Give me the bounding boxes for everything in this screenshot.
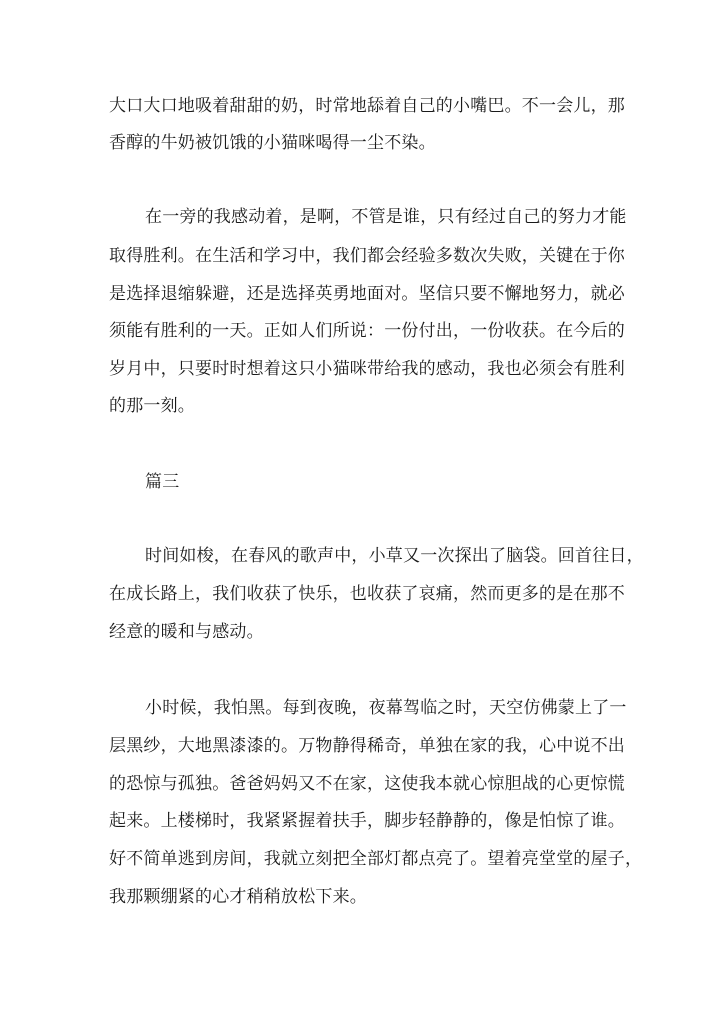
paragraph-2-line-2: 取得胜利。在生活和学习中，我们都会经验多数次失败，关键在于你 (109, 246, 625, 266)
paragraph-3-line-1: 时间如梭，在春风的歌声中，小草又一次探出了脑袋。回首往日， (145, 546, 644, 566)
paragraph-2-line-4: 须能有胜利的一天。正如人们所说：一份付出，一份收获。在今后的 (109, 321, 625, 341)
paragraph-2-line-5: 岁月中，只要时时想着这只小猫咪带给我的感动，我也必须会有胜利 (109, 359, 625, 379)
paragraph-3-line-2: 在成长路上，我们收获了快乐，也收获了哀痛，然而更多的是在那不 (109, 584, 625, 604)
paragraph-4-line-5: 好不简单逃到房间，我就立刻把全部灯都点亮了。望着亮堂堂的屋子， (109, 849, 643, 869)
paragraph-4-line-4: 起来。上楼梯时，我紧紧握着扶手，脚步轻静静的，像是怕惊了谁。 (109, 811, 625, 831)
paragraph-2-line-1: 在一旁的我感动着，是啊，不管是谁，只有经过自己的努力才能 (145, 207, 627, 227)
paragraph-4-line-2: 层黑纱，大地黑漆漆的。万物静得稀奇，单独在家的我，心中说不出 (109, 736, 625, 756)
paragraph-1-line-2: 香醇的牛奶被饥饿的小猫咪喝得一尘不染。 (109, 133, 436, 153)
paragraph-2-line-6: 的那一刻。 (109, 396, 195, 416)
paragraph-1-line-1: 大口大口地吸着甜甜的奶，时常地舔着自己的小嘴巴。不一会儿，那 (109, 96, 625, 116)
paragraph-4-line-1: 小时候，我怕黑。每到夜晚，夜幕驾临之时，天空仿佛蒙上了一 (145, 698, 627, 718)
paragraph-2-line-3: 是选择退缩躲避，还是选择英勇地面对。坚信只要不懈地努力，就必 (109, 284, 625, 304)
paragraph-3-line-3: 经意的暖和与感动。 (109, 622, 264, 642)
paragraph-4-line-3: 的恐惊与孤独。爸爸妈妈又不在家，这使我本就心惊胆战的心更惊慌 (109, 774, 625, 794)
paragraph-4-line-6: 我那颗绷紧的心才稍稍放松下来。 (109, 887, 367, 907)
section-heading: 篇三 (145, 472, 180, 492)
